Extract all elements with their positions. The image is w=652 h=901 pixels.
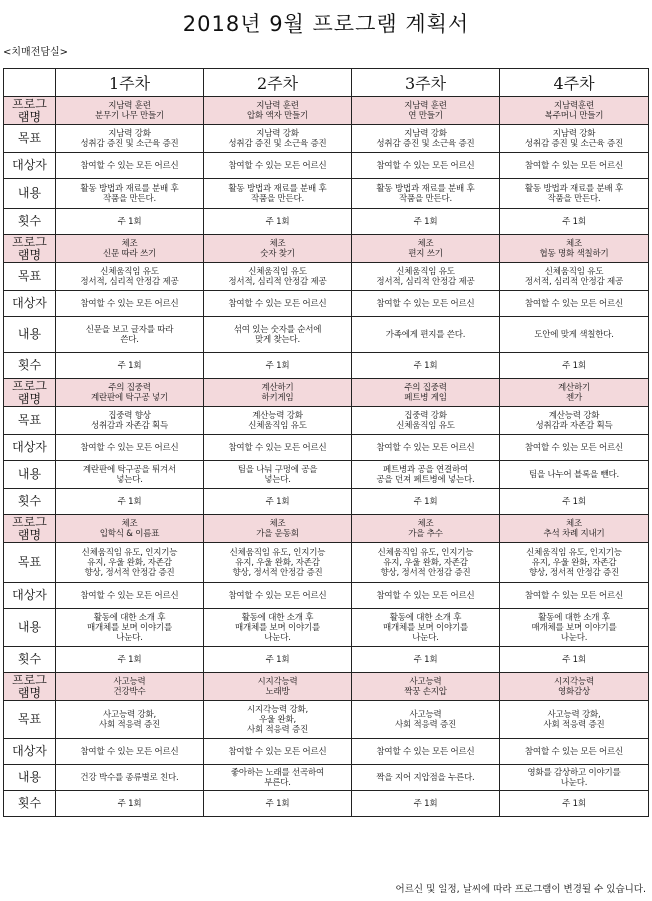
target-cell: 참여할 수 있는 모든 어르신 xyxy=(500,291,649,317)
row-label-program: 프로그 램명 xyxy=(4,97,56,125)
target-row xyxy=(4,583,649,609)
content-cell: 계란판에 탁구공을 튀겨서 넣는다. xyxy=(56,461,204,489)
goal-cell: 신체움직임 유도 정서적, 심리적 안정감 제공 xyxy=(204,263,352,291)
goal-cell: 신체움직임 유도, 인지기능 유지, 우울 완화, 자존감 향상, 정서적 안정감 증진 xyxy=(500,543,649,583)
content-row xyxy=(4,179,649,209)
content-cell: 활동 방법과 재료를 분배 후 작품을 만든다. xyxy=(204,179,352,209)
content-cell: 활동 방법과 재료를 분배 후 작품을 만든다. xyxy=(500,179,649,209)
header-corner xyxy=(4,69,56,97)
goal-cell: 사고능력 강화, 사회 적응력 증진 xyxy=(56,701,204,739)
program-cell: 시지각능력 노래방 xyxy=(204,673,352,701)
target-row xyxy=(4,739,649,765)
count-cell: 주 1회 xyxy=(56,647,204,673)
count-cell: 주 1회 xyxy=(500,209,649,235)
program-cell: 체조 편지 쓰기 xyxy=(352,235,500,263)
content-cell: 도안에 맞게 색칠한다. xyxy=(500,317,649,353)
goal-cell: 사고능력 사회 적응력 증진 xyxy=(352,701,500,739)
plan-body xyxy=(4,97,649,817)
row-label-target: 대상자 xyxy=(4,739,56,765)
goal-cell: 신체움직임 유도 정서적, 심리적 안정감 제공 xyxy=(56,263,204,291)
content-cell: 건강 박수를 종류별로 친다. xyxy=(56,765,204,791)
target-cell: 참여할 수 있는 모든 어르신 xyxy=(56,583,204,609)
target-cell: 참여할 수 있는 모든 어르신 xyxy=(352,583,500,609)
footer-note: 어르신 및 일정, 날씨에 따라 프로그램이 변경될 수 있습니다. xyxy=(395,884,646,895)
program-row xyxy=(4,97,649,125)
count-cell: 주 1회 xyxy=(204,353,352,379)
target-cell: 참여할 수 있는 모든 어르신 xyxy=(56,435,204,461)
row-label-content: 내용 xyxy=(4,317,56,353)
row-label-target: 대상자 xyxy=(4,153,56,179)
page-title: 2018년 9월 프로그램 계획서 xyxy=(182,12,470,36)
goal-cell: 지남력 강화 성취감 증진 및 소근육 증진 xyxy=(204,125,352,153)
target-cell: 참여할 수 있는 모든 어르신 xyxy=(204,583,352,609)
content-cell: 신문을 보고 글자를 따라 쓴다. xyxy=(56,317,204,353)
program-cell: 지남력 훈련 분무기 나무 만들기 xyxy=(56,97,204,125)
row-label-goal: 목표 xyxy=(4,407,56,435)
week-2-header: 2주차 xyxy=(204,69,352,97)
content-cell: 영화를 감상하고 이야기를 나눈다. xyxy=(500,765,649,791)
count-cell: 주 1회 xyxy=(56,489,204,515)
row-label-program: 프로그 램명 xyxy=(4,379,56,407)
program-cell: 계산하기 젠가 xyxy=(500,379,649,407)
count-cell: 주 1회 xyxy=(204,209,352,235)
week-1-header: 1주차 xyxy=(56,69,204,97)
count-cell: 주 1회 xyxy=(56,209,204,235)
row-label-count: 횟수 xyxy=(4,791,56,817)
target-cell: 참여할 수 있는 모든 어르신 xyxy=(352,739,500,765)
goal-row xyxy=(4,125,649,153)
goal-cell: 신체움직임 유도 정서적, 심리적 안정감 제공 xyxy=(500,263,649,291)
count-row xyxy=(4,209,649,235)
row-label-content: 내용 xyxy=(4,461,56,489)
row-label-content: 내용 xyxy=(4,765,56,791)
count-cell: 주 1회 xyxy=(352,791,500,817)
count-cell: 주 1회 xyxy=(352,209,500,235)
content-cell: 활동에 대한 소개 후 매개체를 보며 이야기를 나눈다. xyxy=(56,609,204,647)
program-cell: 체조 숫자 찾기 xyxy=(204,235,352,263)
target-row xyxy=(4,435,649,461)
goal-row xyxy=(4,263,649,291)
count-row xyxy=(4,647,649,673)
content-cell: 짝을 지어 지압점을 누른다. xyxy=(352,765,500,791)
goal-cell: 신체움직임 유도 정서적, 심리적 안정감 제공 xyxy=(352,263,500,291)
count-cell: 주 1회 xyxy=(352,489,500,515)
program-cell: 사고능력 건강박수 xyxy=(56,673,204,701)
program-plan-table xyxy=(3,68,649,817)
program-row xyxy=(4,235,649,263)
content-cell: 섞여 있는 숫자를 순서에 맞게 찾는다. xyxy=(204,317,352,353)
count-cell: 주 1회 xyxy=(352,353,500,379)
count-row xyxy=(4,353,649,379)
goal-row xyxy=(4,701,649,739)
target-cell: 참여할 수 있는 모든 어르신 xyxy=(500,153,649,179)
goal-cell: 지남력 강화 성취감 증진 및 소근육 증진 xyxy=(352,125,500,153)
goal-cell: 신체움직임 유도, 인지기능 유지, 우울 완화, 자존감 향상, 정서적 안정감 증진 xyxy=(204,543,352,583)
program-cell: 지남력 훈련 압화 액자 만들기 xyxy=(204,97,352,125)
program-cell: 체조 추석 차례 지내기 xyxy=(500,515,649,543)
goal-cell: 지남력 강화 성취감 증진 및 소근육 증진 xyxy=(500,125,649,153)
program-row xyxy=(4,515,649,543)
goal-cell: 집중력 강화 신체움직임 유도 xyxy=(352,407,500,435)
count-cell: 주 1회 xyxy=(500,353,649,379)
row-label-target: 대상자 xyxy=(4,435,56,461)
goal-cell: 지남력 강화 성취감 증진 및 소근육 증진 xyxy=(56,125,204,153)
goal-cell: 신체움직임 유도, 인지기능 유지, 우울 완화, 자존감 향상, 정서적 안정감 증진 xyxy=(352,543,500,583)
content-cell: 좋아하는 노래를 선곡하여 부른다. xyxy=(204,765,352,791)
row-label-content: 내용 xyxy=(4,179,56,209)
count-cell: 주 1회 xyxy=(500,489,649,515)
target-row xyxy=(4,291,649,317)
goal-row xyxy=(4,407,649,435)
target-cell: 참여할 수 있는 모든 어르신 xyxy=(352,435,500,461)
goal-row xyxy=(4,543,649,583)
target-cell: 참여할 수 있는 모든 어르신 xyxy=(204,153,352,179)
count-cell: 주 1회 xyxy=(204,489,352,515)
program-cell: 시지각능력 영화감상 xyxy=(500,673,649,701)
row-label-content: 내용 xyxy=(4,609,56,647)
week-4-header: 4주차 xyxy=(500,69,649,97)
target-cell: 참여할 수 있는 모든 어르신 xyxy=(352,153,500,179)
row-label-goal: 목표 xyxy=(4,263,56,291)
row-label-goal: 목표 xyxy=(4,543,56,583)
row-label-target: 대상자 xyxy=(4,291,56,317)
program-cell: 주의 집중력 계란판에 탁구공 넣기 xyxy=(56,379,204,407)
program-cell: 체조 가을 운동회 xyxy=(204,515,352,543)
row-label-goal: 목표 xyxy=(4,125,56,153)
content-row xyxy=(4,317,649,353)
goal-cell: 시지각능력 강화, 우울 완화, 사회 적응력 증진 xyxy=(204,701,352,739)
section-label: <치매전담실> xyxy=(3,47,69,58)
row-label-count: 횟수 xyxy=(4,647,56,673)
goal-cell: 신체움직임 유도, 인지기능 유지, 우울 완화, 자존감 향상, 정서적 안정감 증진 xyxy=(56,543,204,583)
row-label-program: 프로그 램명 xyxy=(4,673,56,701)
count-cell: 주 1회 xyxy=(56,353,204,379)
program-cell: 지남력훈련 복주머니 만들기 xyxy=(500,97,649,125)
program-row xyxy=(4,379,649,407)
target-cell: 참여할 수 있는 모든 어르신 xyxy=(204,739,352,765)
row-label-count: 횟수 xyxy=(4,353,56,379)
row-label-count: 횟수 xyxy=(4,209,56,235)
goal-cell: 계산능력 강화 성취감과 자존감 획득 xyxy=(500,407,649,435)
goal-cell: 사고능력 강화, 사회 적응력 증진 xyxy=(500,701,649,739)
target-cell: 참여할 수 있는 모든 어르신 xyxy=(500,739,649,765)
program-row xyxy=(4,673,649,701)
content-row xyxy=(4,461,649,489)
week-3-header: 3주차 xyxy=(352,69,500,97)
count-cell: 주 1회 xyxy=(56,791,204,817)
content-cell: 활동에 대한 소개 후 매개체를 보며 이야기를 나눈다. xyxy=(352,609,500,647)
program-cell: 주의 집중력 페트병 게임 xyxy=(352,379,500,407)
count-cell: 주 1회 xyxy=(500,647,649,673)
program-cell: 사고능력 짝꿍 손지압 xyxy=(352,673,500,701)
goal-cell: 계산능력 강화 신체움직임 유도 xyxy=(204,407,352,435)
content-cell: 활동 방법과 재료를 분배 후 작품을 만든다. xyxy=(352,179,500,209)
target-cell: 참여할 수 있는 모든 어르신 xyxy=(500,583,649,609)
row-label-program: 프로그 램명 xyxy=(4,515,56,543)
row-label-count: 횟수 xyxy=(4,489,56,515)
row-label-program: 프로그 램명 xyxy=(4,235,56,263)
target-cell: 참여할 수 있는 모든 어르신 xyxy=(352,291,500,317)
goal-cell: 집중력 향상 성취감과 자존감 획득 xyxy=(56,407,204,435)
week-header-row xyxy=(4,69,649,97)
content-cell: 페트병과 공을 연결하여 공을 던져 페트병에 넣는다. xyxy=(352,461,500,489)
target-cell: 참여할 수 있는 모든 어르신 xyxy=(204,291,352,317)
target-cell: 참여할 수 있는 모든 어르신 xyxy=(500,435,649,461)
count-row xyxy=(4,791,649,817)
content-cell: 활동에 대한 소개 후 매개체를 보며 이야기를 나눈다. xyxy=(500,609,649,647)
content-cell: 팀을 나눠 구멍에 공을 넣는다. xyxy=(204,461,352,489)
content-row xyxy=(4,609,649,647)
content-cell: 팀을 나누어 블록을 뺀다. xyxy=(500,461,649,489)
target-cell: 참여할 수 있는 모든 어르신 xyxy=(56,739,204,765)
row-label-target: 대상자 xyxy=(4,583,56,609)
target-row xyxy=(4,153,649,179)
program-cell: 지남력 훈련 연 만들기 xyxy=(352,97,500,125)
count-cell: 주 1회 xyxy=(352,647,500,673)
program-cell: 체조 가을 추수 xyxy=(352,515,500,543)
count-cell: 주 1회 xyxy=(204,791,352,817)
target-cell: 참여할 수 있는 모든 어르신 xyxy=(56,153,204,179)
count-row xyxy=(4,489,649,515)
target-cell: 참여할 수 있는 모든 어르신 xyxy=(56,291,204,317)
program-cell: 체조 신문 따라 쓰기 xyxy=(56,235,204,263)
program-cell: 체조 입학식 & 이름표 xyxy=(56,515,204,543)
content-cell: 가족에게 편지를 쓴다. xyxy=(352,317,500,353)
content-cell: 활동 방법과 재료를 분배 후 작품을 만든다. xyxy=(56,179,204,209)
content-row xyxy=(4,765,649,791)
count-cell: 주 1회 xyxy=(204,647,352,673)
program-cell: 체조 협동 명화 색칠하기 xyxy=(500,235,649,263)
program-cell: 계산하기 하키게임 xyxy=(204,379,352,407)
row-label-goal: 목표 xyxy=(4,701,56,739)
content-cell: 활동에 대한 소개 후 매개체를 보며 이야기를 나눈다. xyxy=(204,609,352,647)
count-cell: 주 1회 xyxy=(500,791,649,817)
target-cell: 참여할 수 있는 모든 어르신 xyxy=(204,435,352,461)
